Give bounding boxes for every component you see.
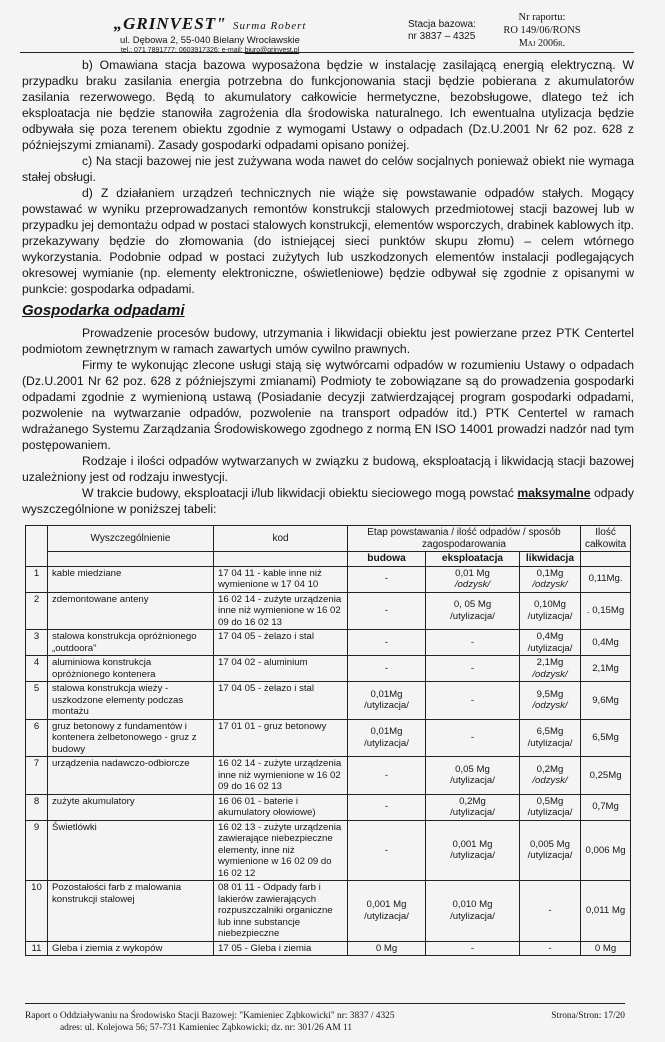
cell-number xyxy=(26,757,48,795)
cell-number-value: 11 xyxy=(31,942,42,954)
cell-construction-value: 0,001 Mg xyxy=(366,899,407,911)
table-subheader-row xyxy=(26,552,631,567)
cell-construction xyxy=(348,719,426,757)
cell-construction-value: - xyxy=(384,605,389,616)
station-label: Stacja bazowa: xyxy=(408,19,476,30)
cell-liquidation xyxy=(520,794,581,820)
cell-construction-value: 0 Mg xyxy=(375,942,398,954)
cell-description xyxy=(48,757,214,795)
cell-total-value: . 0,15Mg xyxy=(586,605,625,616)
cell-total-value: 2,1Mg xyxy=(592,662,619,674)
cell-liquidation-value: 0,10Mg xyxy=(534,599,566,611)
p4-text-after: odpady wyszczególnione w poniższej tabeli: xyxy=(22,486,634,516)
cell-liquidation-value: 0,2Mg xyxy=(536,763,564,775)
cell-construction xyxy=(348,941,426,956)
cell-operation xyxy=(426,719,520,757)
cell-liquidation-method: /utylizacja/ xyxy=(527,610,573,622)
cell-description xyxy=(48,656,214,682)
cell-total-value: 6,5Mg xyxy=(592,732,619,743)
paragraphs-bcd xyxy=(22,57,634,297)
paragraph-c: c) Na stacji bazowej nie jest zużywana woda nawet do celów socjalnych ponieważ obiekt nie wymaga stałej obsługi. xyxy=(22,154,634,184)
table-row xyxy=(26,719,631,757)
cell-code-value: 17 05 - Gleba i ziemia xyxy=(218,942,312,954)
cell-code xyxy=(214,794,348,820)
report-number: RO 149/06/RONS xyxy=(503,25,581,36)
cell-operation xyxy=(426,941,520,956)
cell-operation xyxy=(426,757,520,795)
cell-liquidation-value: - xyxy=(548,905,552,916)
report-info xyxy=(487,11,597,50)
cell-construction xyxy=(348,820,426,881)
table-row xyxy=(26,566,631,592)
cell-description xyxy=(48,820,214,881)
cell-total xyxy=(581,719,631,757)
cell-operation xyxy=(426,820,520,881)
table-row xyxy=(26,592,631,630)
email-link[interactable]: biuro@grinvest.pl xyxy=(244,47,300,54)
cell-construction xyxy=(348,682,426,720)
section-title: Gospodarka odpadami xyxy=(22,302,185,319)
cell-number xyxy=(26,592,48,630)
cell-code xyxy=(214,630,348,656)
cell-operation-value: 0,01 Mg xyxy=(455,567,490,579)
waste-table xyxy=(25,525,631,956)
section-paragraph-1: Prowadzenie procesów budowy, utrzymania i likwidacji obiektu jest powierzane przez PTK Centertel podmiotom zewnętrznym w ramach zawartych umów cywilno prawnych. xyxy=(22,326,634,356)
table-row xyxy=(26,656,631,682)
report-date: Maj 2006r. xyxy=(518,38,566,49)
cell-total-value: 0,7Mg xyxy=(592,801,619,813)
cell-liquidation-value: 2,1Mg xyxy=(536,657,564,668)
cell-number-value: 5 xyxy=(33,683,40,694)
cell-total xyxy=(581,820,631,881)
cell-liquidation-method: /utylizacja/ xyxy=(527,737,573,749)
company-name: „GRINVEST" xyxy=(113,14,227,33)
table-row xyxy=(26,757,631,795)
cell-operation-method: /utylizacja/ xyxy=(450,910,495,922)
cell-construction-value: - xyxy=(384,769,389,781)
cell-description-value: kable miedziane xyxy=(52,567,122,579)
cell-operation-value: - xyxy=(470,694,475,706)
cell-number-value: 7 xyxy=(33,758,40,769)
table-row xyxy=(26,820,631,881)
cell-number xyxy=(26,719,48,757)
cell-code xyxy=(214,719,348,757)
cell-total xyxy=(581,566,631,592)
page-header xyxy=(0,0,665,55)
cell-number xyxy=(26,941,48,956)
header-construction: budowa xyxy=(348,552,426,567)
cell-operation-value: - xyxy=(470,636,475,648)
cell-construction xyxy=(348,592,426,630)
cell-construction xyxy=(348,881,426,942)
header-code: kod xyxy=(214,526,348,552)
cell-operation xyxy=(426,794,520,820)
p4-text-before: W trakcie budowy, eksploatacji i/lub likwidacji obiektu sieciowego mogą powstać xyxy=(82,486,518,500)
cell-operation-value: - xyxy=(470,732,475,743)
cell-number-value: 1 xyxy=(33,567,40,579)
footer-report-title: Raport o Oddziaływaniu na Środowisko Stacji Bazowej: "Kamieniec Ząbkowicki" nr: 3837 / 4325 xyxy=(25,1011,395,1021)
cell-total xyxy=(581,630,631,656)
cell-liquidation xyxy=(520,757,581,795)
cell-number-value: 9 xyxy=(33,821,40,833)
cell-construction xyxy=(348,757,426,795)
cell-operation-value: - xyxy=(470,942,475,954)
cell-total xyxy=(581,656,631,682)
cell-operation-method: /utylizacja/ xyxy=(450,610,495,622)
cell-construction-value: - xyxy=(384,573,389,585)
cell-code-value: 16 02 14 - zużyte urządzenia inne niż wymienione w 16 02 09 do 16 02 13 xyxy=(218,593,342,628)
cell-code-value: 16 02 13 - zużyte urządzenia zawierające niebezpieczne elementy, inne niż wymienione w 16 02 09 do 16 02 12 xyxy=(218,821,342,879)
cell-operation-value: 0,05 Mg xyxy=(455,763,490,775)
cell-operation xyxy=(426,592,520,630)
cell-number-value: 2 xyxy=(33,593,40,605)
paragraph-d: d) Z działaniem urządzeń technicznych nie wiąże się powstawanie odpadów stałych. Mogący powstawać w wyniku przeprowadzanych remontów konstrukcji stalowych przedmiotowej stacji bazowej lub w przypadku jej demontażu odpad w postaci stalowych konstrukcji, elementów wsporczych, drabinek kablowych itp. przekazywany będzie do złomowania (do istniejącej sieci punktów skupu złomu) – celem wtórnego wykorzystania. Podobnie odpad w postaci zużytych lub uszkodzonych elementów instalacji podlegających okresowej wymianie (np. elementy elektroniczne, oświetleniowe) będzie odbywał się zgodnie z opisanymi w punkcie: gospodarka odpadami. xyxy=(22,186,634,296)
cell-total xyxy=(581,757,631,795)
cell-liquidation xyxy=(520,941,581,956)
cell-code xyxy=(214,820,348,881)
cell-number xyxy=(26,881,48,942)
cell-description-value: Pozostałości farb z malowania konstrukcji stalowej xyxy=(52,882,182,905)
footer-divider xyxy=(25,1003,625,1004)
contact-phones: tel.: 071 7891777; 0603917326; e-mail: xyxy=(120,47,245,54)
cell-liquidation-value: - xyxy=(548,942,552,954)
cell-total xyxy=(581,682,631,720)
cell-liquidation-value: 0,4Mg xyxy=(536,631,564,642)
header-description: Wyszczególnienie xyxy=(48,526,214,552)
cell-number xyxy=(26,656,48,682)
report-label: Nr raportu: xyxy=(518,12,566,23)
table-row xyxy=(26,794,631,820)
cell-description xyxy=(48,794,214,820)
cell-construction-method: /utylizacja/ xyxy=(364,700,409,712)
section-paragraph-4 xyxy=(22,485,634,517)
cell-liquidation-method: /odzysk/ xyxy=(532,579,568,590)
cell-description xyxy=(48,941,214,956)
cell-number-value: 10 xyxy=(31,882,42,893)
cell-operation-value: - xyxy=(470,662,475,674)
cell-construction-value: 0,01Mg xyxy=(370,726,403,738)
cell-liquidation-method: /utylizacja/ xyxy=(527,850,573,862)
cell-number xyxy=(26,820,48,881)
cell-description xyxy=(48,881,214,942)
cell-number xyxy=(26,566,48,592)
cell-operation xyxy=(426,682,520,720)
cell-liquidation-value: 0,5Mg xyxy=(536,795,564,807)
company-block xyxy=(90,14,330,54)
cell-liquidation-value: 9,5Mg xyxy=(536,688,564,700)
cell-code-value: 17 04 05 - żelazo i stal xyxy=(218,631,314,642)
cell-description-value: stalowa konstrukcja wieży - uszkodzone elementy podczas montażu xyxy=(52,683,184,717)
cell-construction-value: - xyxy=(384,844,389,856)
cell-code-value: 17 04 05 - żelazo i stal xyxy=(218,683,314,694)
cell-total xyxy=(581,794,631,820)
cell-description xyxy=(48,592,214,630)
footer-address: adres: ul. Kolejowa 56; 57-731 Kamieniec Ząbkowicki; dz. nr: 301/26 AM 11 xyxy=(60,1023,353,1033)
cell-liquidation-method: /odzysk/ xyxy=(532,700,568,712)
cell-liquidation-method: /odzysk/ xyxy=(532,775,568,787)
cell-number xyxy=(26,682,48,720)
cell-description-value: gruz betonowy z fundamentów i kontenera żelbetonowego - gruz z budowy xyxy=(52,720,197,755)
cell-construction xyxy=(348,630,426,656)
cell-description-value: stalowa konstrukcja opróżnionego „outdoora" xyxy=(52,631,197,654)
cell-operation-method: /odzysk/ xyxy=(454,579,491,590)
cell-liquidation xyxy=(520,592,581,630)
cell-operation xyxy=(426,881,520,942)
cell-code xyxy=(214,682,348,720)
cell-description xyxy=(48,630,214,656)
paragraph-b: b) Omawiana stacja bazowa wyposażona będzie w instalację zasilającą energią elektryczną. W przypadku braku zasilania energia potrzebna do funkcjonowania stacji będzie pobierana z akumulatorów zasilania rezerwowego. Będą to akumulatory całkowicie hermetyczne, bezobsługowe, dlatego też ich eksploatacja nie będzie stanowiła zagrożenia dla środowiska naturalnego. Ich ewentualna utylizacja będzie odbywała się poza terenem obiektu zgodnie z wymogami Ustawy o odpadach (Dz.U.2001 Nr 62 poz. 628 z późniejszymi zmianami). Zasady gospodarki odpadami opisano poniżej. xyxy=(22,58,634,152)
section-body xyxy=(22,325,634,517)
header-operation: eksploatacja xyxy=(426,552,520,567)
cell-liquidation-method: /utylizacja/ xyxy=(527,807,573,818)
cell-construction-method: /utylizacja/ xyxy=(364,737,409,749)
cell-operation xyxy=(426,630,520,656)
cell-description-value: zdemontowane anteny xyxy=(52,593,149,605)
cell-construction-value: - xyxy=(384,662,389,674)
cell-description xyxy=(48,719,214,757)
cell-operation-value: 0,001 Mg xyxy=(452,838,493,850)
subheader-blank-total xyxy=(581,552,631,567)
cell-number-value: 8 xyxy=(33,795,40,807)
cell-description-value: Świetlówki xyxy=(52,821,97,833)
cell-operation-method: /utylizacja/ xyxy=(450,775,495,787)
header-liquidation: likwidacja xyxy=(520,552,581,567)
cell-operation-method: /utylizacja/ xyxy=(450,850,495,862)
cell-number xyxy=(26,630,48,656)
company-address: ul. Dębowa 2, 55-040 Bielany Wrocławskie xyxy=(120,35,300,46)
subheader-blank-description xyxy=(48,552,214,567)
page-footer xyxy=(25,1010,625,1034)
cell-liquidation xyxy=(520,630,581,656)
cell-code xyxy=(214,881,348,942)
cell-liquidation xyxy=(520,682,581,720)
cell-total-value: 0 Mg xyxy=(594,942,617,954)
cell-liquidation-method: /odzysk/ xyxy=(532,668,568,680)
cell-construction-value: 0,01Mg xyxy=(370,688,403,700)
station-info xyxy=(408,19,476,43)
cell-construction-method: /utylizacja/ xyxy=(364,910,409,922)
cell-liquidation-value: 6,5Mg xyxy=(536,726,564,738)
cell-operation xyxy=(426,656,520,682)
cell-construction-value: - xyxy=(384,636,389,648)
cell-code-value: 17 04 02 - aluminium xyxy=(218,657,308,668)
cell-description xyxy=(48,682,214,720)
header-number xyxy=(26,526,48,567)
cell-liquidation-method: /utylizacja/ xyxy=(527,642,573,654)
cell-code xyxy=(214,757,348,795)
header-stage: Etap powstawania / ilość odpadów / sposób zagospodarowania xyxy=(348,526,581,552)
header-divider xyxy=(20,52,634,53)
cell-total xyxy=(581,592,631,630)
cell-liquidation xyxy=(520,566,581,592)
cell-liquidation xyxy=(520,881,581,942)
cell-total-value: 0,11Mg. xyxy=(588,573,623,585)
cell-description-value: urządzenia nadawczo-odbiorcze xyxy=(52,758,190,769)
page-number: Strona/Stron: 17/20 xyxy=(551,1011,625,1021)
cell-number-value: 6 xyxy=(33,720,40,732)
cell-liquidation xyxy=(520,820,581,881)
cell-construction xyxy=(348,566,426,592)
cell-operation-value: 0,2Mg xyxy=(459,795,486,807)
cell-liquidation xyxy=(520,656,581,682)
cell-total-value: 0,006 Mg xyxy=(585,844,626,856)
cell-liquidation-value: 0,1Mg xyxy=(536,567,564,579)
cell-total-value: 9,6Mg xyxy=(592,694,619,706)
cell-construction xyxy=(348,656,426,682)
cell-code-value: 16 02 14 - zużyte urządzenia inne niż wymienione w 16 02 09 do 16 02 13 xyxy=(218,758,342,792)
p4-emphasis: maksymalne xyxy=(517,486,591,500)
company-owner: Surma Robert xyxy=(233,20,307,32)
cell-total xyxy=(581,881,631,942)
table-row xyxy=(26,941,631,956)
cell-operation-value: 0,010 Mg xyxy=(452,899,493,911)
cell-number-value: 4 xyxy=(33,657,40,668)
table-row xyxy=(26,881,631,942)
cell-total-value: 0,4Mg xyxy=(592,636,619,648)
subheader-blank-code xyxy=(214,552,348,567)
cell-construction xyxy=(348,794,426,820)
cell-code-value: 08 01 11 - Odpady farb i lakierów zawierających rozpuszczalniki organiczne lub inne substancje niebezpieczne xyxy=(218,882,333,939)
cell-liquidation xyxy=(520,719,581,757)
cell-description-value: zużyte akumulatory xyxy=(52,795,135,807)
section-paragraph-2: Firmy te wykonując zlecone usługi stają się wytwórcami odpadów w rozumieniu Ustawy o odpadach (Dz.U.2001 Nr 62 poz. 628 z późniejszymi zmianami) Podmioty te zobowiązane są do prowadzenia gospodarki odpadami zgodnie z wymienioną ustawą (Posiadanie decyzji zatwierdzającej program gospodarki odpadami, pozwolenie na wytwarzanie odpadów, pozwolenie na transport odpadów itd.) PTK Centertel w ramach wdrażanego Systemu Zarządzania Środowiskowego zgodnego z normą EN ISO 14001 prowadzi nadzór nad tym postępowaniem. xyxy=(22,358,634,452)
section-paragraph-3: Rodzaje i ilości odpadów wytwarzanych w związku z budową, eksploatacją i likwidacją stacji bazowej uzależniony jest od rodzaju inwestycji. xyxy=(22,454,634,484)
station-number: nr 3837 – 4325 xyxy=(408,31,476,42)
cell-construction-value: - xyxy=(384,801,389,813)
cell-code xyxy=(214,566,348,592)
cell-description-value: aluminiowa konstrukcja opróżnionego kontenera xyxy=(52,657,156,680)
header-total: Ilość całkowita xyxy=(581,526,631,552)
cell-number-value: 3 xyxy=(33,631,40,642)
cell-total-value: 0,011 Mg xyxy=(585,905,626,916)
cell-code-value: 17 04 11 - kable inne niż wymienione w 17 04 10 xyxy=(218,567,322,590)
cell-total xyxy=(581,941,631,956)
cell-code-value: 16 06 01 - baterie i akumulatory ołowiowe) xyxy=(218,795,316,818)
table-row xyxy=(26,682,631,720)
cell-operation xyxy=(426,566,520,592)
cell-operation-method: /utylizacja/ xyxy=(450,807,495,818)
cell-operation-value: 0, 05 Mg xyxy=(453,599,492,611)
cell-total-value: 0,25Mg xyxy=(589,769,622,781)
table-header-row xyxy=(26,526,631,552)
cell-description-value: Gleba i ziemia z wykopów xyxy=(52,942,163,954)
cell-code-value: 17 01 01 - gruz betonowy xyxy=(218,720,327,732)
cell-code xyxy=(214,592,348,630)
cell-liquidation-value: 0,005 Mg xyxy=(529,838,570,850)
cell-code xyxy=(214,941,348,956)
cell-description xyxy=(48,566,214,592)
cell-code xyxy=(214,656,348,682)
table-row xyxy=(26,630,631,656)
cell-number xyxy=(26,794,48,820)
